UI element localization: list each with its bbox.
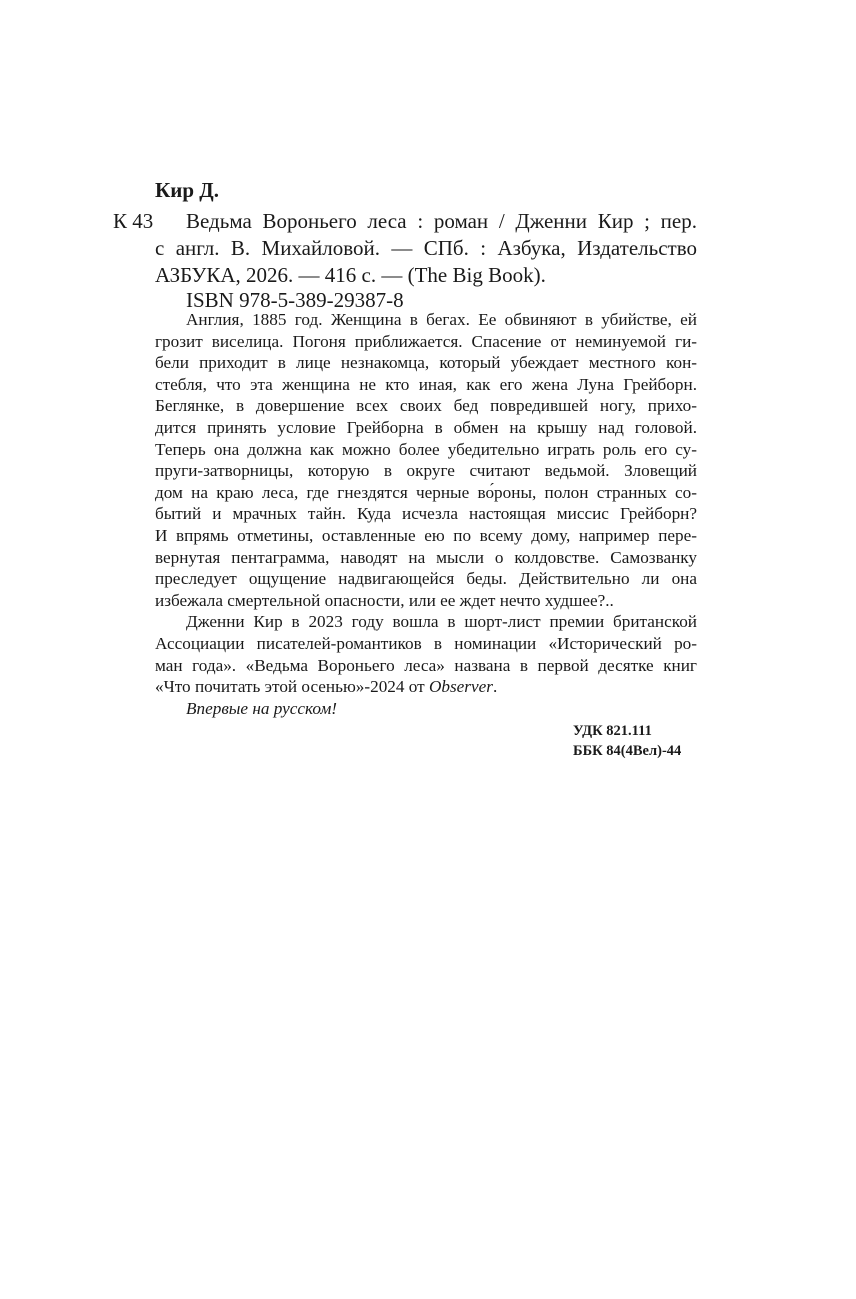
award-line: Ассоциации писателей-романтиков в номинации «Исторический ро- [155, 633, 697, 653]
annotation-line: Теперь она должна как можно более убедительно играть роль его су- [155, 439, 697, 459]
isbn: ISBN 978-5-389-29387-8 [186, 288, 404, 312]
bbk-code: ББК 84(4Вел)-44 [573, 743, 682, 759]
annotation-line: стебля, что эта женщина не кто иная, как его жена Луна Грейборн. [155, 374, 697, 394]
udk-code: УДК 821.111 [573, 723, 652, 739]
bibliographic-line: Ведьма Вороньего леса : роман / Дженни Кир ; пер. [186, 209, 697, 233]
observer-source: Observer [428, 677, 493, 697]
annotation-line: преследует ощущение надвигающейся беды. Действительно ли она [155, 569, 697, 589]
annotation [155, 309, 697, 719]
bibliographic-line: АЗБУКА, 2026. — 416 с. — (The Big Book). [155, 263, 546, 287]
annotation-line: избежала смертельной опасности, или ее ждет нечто худшее?.. [155, 590, 614, 610]
classification-codes [573, 721, 681, 761]
annotation-line: дится принять условие Грейборна в обмен на крышу над головой. [155, 417, 697, 437]
bibliographic-line: с англ. В. Михайловой. — СПб. : Азбука, Издательство [155, 236, 697, 260]
bibliographic-record [155, 208, 697, 289]
annotation-line: И впрямь отметины, оставленные ею по всему дому, например пере- [155, 525, 697, 545]
annotation-line: бытий и мрачных тайн. Куда исчезла настоящая миссис Грейборн? [155, 504, 697, 524]
annotation-line: Беглянке, в довершение всех своих бед повредившей ногу, прихо- [155, 396, 697, 416]
catalog-code: К 43 [113, 209, 154, 233]
award-line-suffix: . [492, 677, 498, 697]
award-line: Дженни Кир в 2023 году вошла в шорт-лист премии британской [186, 612, 697, 632]
author-heading: Кир Д. [155, 178, 219, 202]
first-in-russian-note: Впервые на русском! [186, 698, 338, 718]
annotation-line: вернутая пентаграмма, наводят на мысли о колдовстве. Самозванку [155, 547, 697, 567]
award-line: ман года». «Ведьма Вороньего леса» названа в первой десятке книг [155, 655, 697, 675]
annotation-line: дом на краю леса, где гнездятся черные во́роны, полон странных со- [155, 482, 697, 502]
annotation-line: бели приходит в лице незнакомца, который убеждает местного кон- [155, 353, 697, 373]
annotation-line: грозит виселица. Погоня приближается. Спасение от неминуемой ги- [155, 331, 697, 351]
annotation-line: Англия, 1885 год. Женщина в бегах. Ее обвиняют в убийстве, ей [186, 310, 697, 329]
award-line-prefix: «Что почитать этой осенью»-2024 от [155, 677, 429, 697]
annotation-line: пруги-затворницы, которую в округе считают ведьмой. Зловещий [155, 461, 697, 481]
award-line-last [155, 676, 697, 698]
